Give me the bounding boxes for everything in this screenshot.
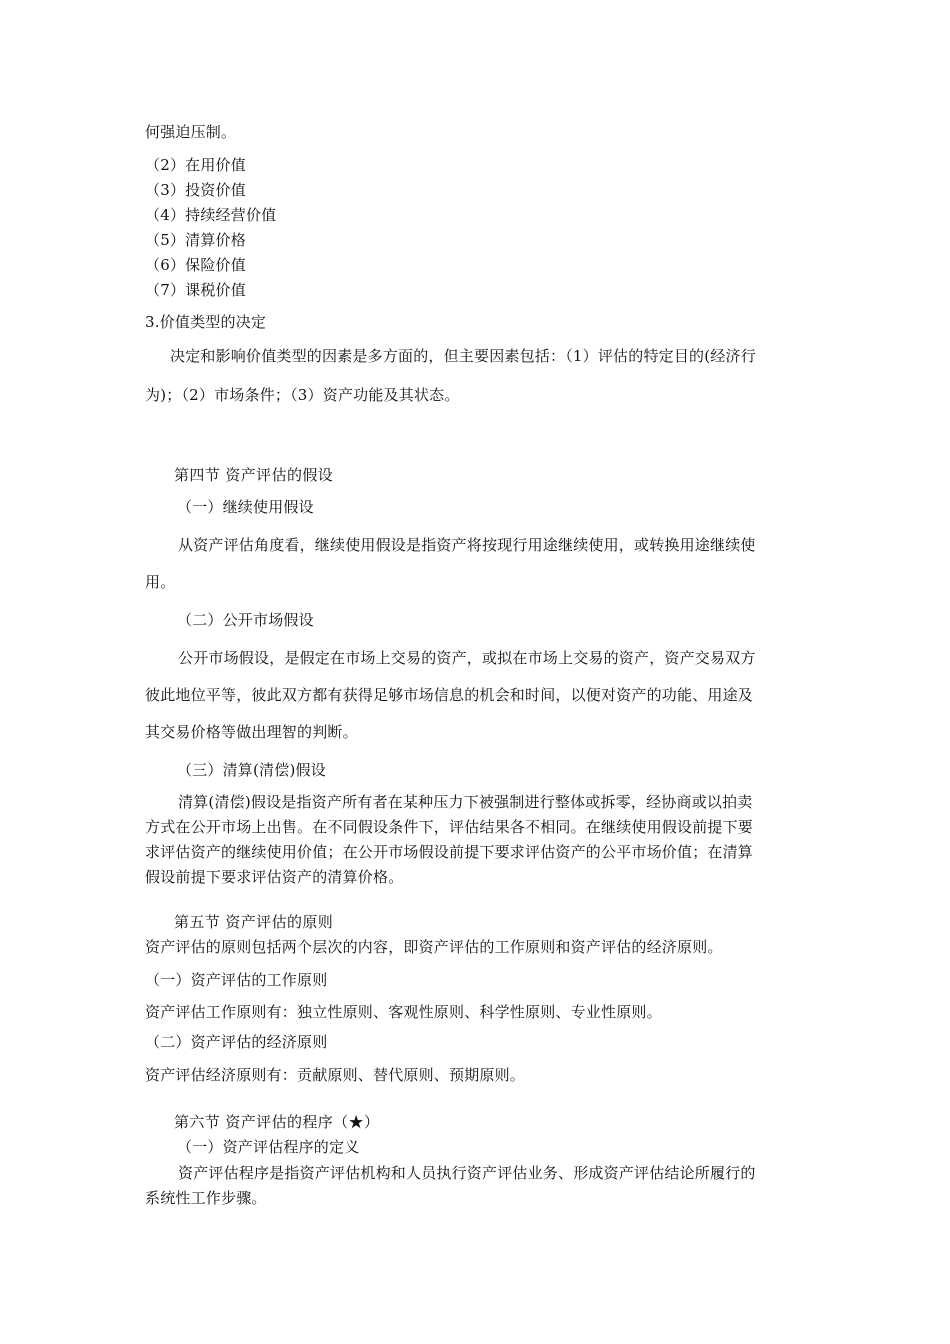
subsection-heading: （一）继续使用假设 (177, 498, 314, 516)
paragraph-line: 资产评估工作原则有：独立性原则、客观性原则、科学性原则、专业性原则。 (145, 1003, 662, 1021)
paragraph-line: 决定和影响价值类型的因素是多方面的，但主要因素包括：（1）评估的特定目的(经济行 (170, 347, 756, 365)
paragraph-line: 公开市场假设，是假定在市场上交易的资产，或拟在市场上交易的资产，资产交易双方 (178, 649, 756, 667)
paragraph-line: 资产评估经济原则有：贡献原则、替代原则、预期原则。 (145, 1066, 526, 1084)
section-heading: 第六节 资产评估的程序（★） (174, 1113, 380, 1131)
section-heading: 第四节 资产评估的假设 (174, 466, 334, 484)
subsection-heading: （二）公开市场假设 (177, 611, 314, 629)
paragraph-line: 假设前提下要求评估资产的清算价格。 (145, 868, 404, 886)
subsection-heading: （三）清算(清偿)假设 (177, 761, 326, 779)
list-item: （7）课税价值 (145, 281, 246, 299)
subsection-heading: （一）资产评估程序的定义 (177, 1138, 360, 1156)
list-item: （6）保险价值 (145, 256, 246, 274)
paragraph-line: 资产评估程序是指资产评估机构和人员执行资产评估业务、形成资产评估结论所履行的 (178, 1164, 756, 1182)
list-item: （2）在用价值 (145, 156, 246, 174)
paragraph-line: 为)；（2）市场条件；（3）资产功能及其状态。 (145, 386, 460, 404)
section-heading: 第五节 资产评估的原则 (174, 913, 334, 931)
subsection-heading: （二）资产评估的经济原则 (145, 1033, 328, 1051)
list-item: （3）投资价值 (145, 181, 246, 199)
list-item: （5）清算价格 (145, 231, 246, 249)
subsection-heading: （一）资产评估的工作原则 (145, 971, 328, 989)
text-line: 何强迫压制。 (145, 123, 237, 141)
paragraph-line: 求评估资产的继续使用价值；在公开市场假设前提下要求评估资产的公平市场价值；在清算 (145, 843, 754, 861)
paragraph-line: 系统性工作步骤。 (145, 1189, 267, 1207)
paragraph-line: 方式在公开市场上出售。在不同假设条件下，评估结果各不相同。在继续使用假设前提下要 (145, 818, 754, 836)
paragraph-line: 从资产评估角度看，继续使用假设是指资产将按现行用途继续使用，或转换用途继续使 (178, 536, 756, 554)
paragraph-line: 清算(清偿)假设是指资产所有者在某种压力下被强制进行整体或拆零，经协商或以拍卖 (178, 793, 753, 811)
paragraph-line: 其交易价格等做出理智的判断。 (145, 723, 358, 741)
list-item: （4）持续经营价值 (145, 206, 277, 224)
paragraph-line: 资产评估的原则包括两个层次的内容，即资产评估的工作原则和资产评估的经济原则。 (145, 938, 723, 956)
paragraph-line: 彼此地位平等，彼此双方都有获得足够市场信息的机会和时间，以便对资产的功能、用途及 (145, 686, 754, 704)
subsection-heading: 3.价值类型的决定 (145, 313, 267, 331)
paragraph-line: 用。 (145, 573, 176, 591)
